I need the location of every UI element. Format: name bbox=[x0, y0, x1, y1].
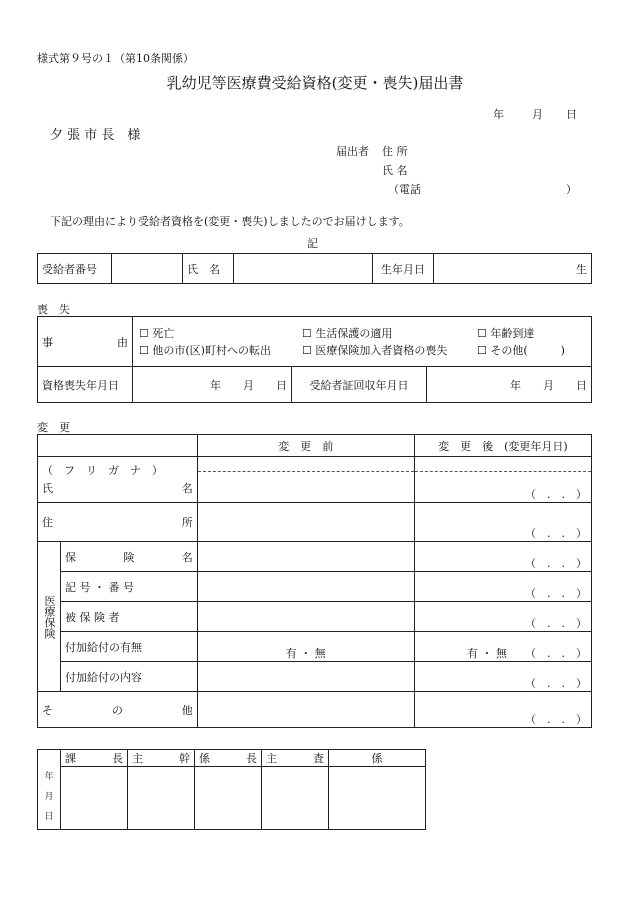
director-stamp[interactable] bbox=[128, 767, 195, 830]
ins-number-before[interactable] bbox=[197, 572, 414, 602]
change-table bbox=[37, 434, 592, 728]
name-field[interactable] bbox=[234, 254, 373, 284]
extra-content-label: 付加給付の内容 bbox=[61, 662, 198, 692]
furigana-after[interactable] bbox=[414, 457, 591, 472]
birth-suffix: 生 bbox=[576, 262, 587, 276]
loss-table bbox=[37, 316, 592, 403]
ins-name-after[interactable]: （ . . ） bbox=[414, 542, 591, 572]
other-after[interactable]: （ . . ） bbox=[414, 692, 591, 728]
chief-header: 課 長 bbox=[61, 750, 128, 767]
insured-before[interactable] bbox=[197, 602, 414, 632]
staff-stamp[interactable] bbox=[329, 767, 426, 830]
ins-name-before[interactable] bbox=[197, 542, 414, 572]
option-death[interactable]: ☐ 死亡 bbox=[139, 326, 175, 340]
extra-benefit-before[interactable]: 有 ・ 無 bbox=[197, 632, 414, 662]
director-header: 主 幹 bbox=[128, 750, 195, 767]
inspector-header: 主 査 bbox=[262, 750, 329, 767]
inspector-stamp[interactable] bbox=[262, 767, 329, 830]
ins-number-label: 記 号 ・ 番 号 bbox=[61, 572, 198, 602]
date-day: 日 bbox=[566, 108, 577, 121]
loss-section-title: 喪 失 bbox=[37, 303, 70, 316]
other-label: そ の 他 bbox=[38, 692, 198, 728]
loss-date-label: 資格喪失年月日 bbox=[38, 367, 133, 403]
address-before[interactable] bbox=[197, 503, 414, 542]
date-year: 年 bbox=[493, 108, 504, 121]
change-section-title: 変 更 bbox=[37, 421, 70, 434]
option-other[interactable]: ☐ その他( ) bbox=[477, 343, 565, 357]
name-after[interactable]: （ . . ） bbox=[414, 472, 591, 503]
other-before[interactable] bbox=[197, 692, 414, 728]
addressee: 夕 張 市 長 様 bbox=[50, 128, 141, 143]
address-label: 住 所 bbox=[38, 503, 198, 542]
applicant-phone-close: ） bbox=[566, 183, 577, 196]
extra-content-before[interactable] bbox=[197, 662, 414, 692]
approval-table bbox=[37, 749, 426, 830]
name-label: 氏 名 bbox=[183, 254, 234, 284]
medical-insurance-label: 医療保険 bbox=[38, 542, 61, 692]
reason-options bbox=[133, 317, 592, 367]
recipient-no-label: 受給者番号 bbox=[38, 254, 112, 284]
cert-return-label: 受給者証回収年月日 bbox=[292, 367, 427, 403]
option-welfare[interactable]: ☐ 生活保護の適用 bbox=[302, 326, 393, 340]
address-after[interactable]: （ . . ） bbox=[414, 503, 591, 542]
birth-field[interactable] bbox=[434, 254, 592, 284]
option-age[interactable]: ☐ 年齢到達 bbox=[477, 326, 535, 340]
section-head-header: 係 長 bbox=[195, 750, 262, 767]
cert-return-field[interactable]: 年 月 日 bbox=[427, 367, 592, 403]
reason-label: 事 由 bbox=[38, 317, 133, 367]
intro-text: 下記の理由により受給者資格を(変更・喪失)しましたのでお届けします。 bbox=[50, 215, 410, 228]
insured-label: 被 保 険 者 bbox=[61, 602, 198, 632]
date-month: 月 bbox=[532, 108, 543, 121]
option-insurance[interactable]: ☐ 医療保険加入者資格の喪失 bbox=[302, 343, 448, 357]
extra-benefit-after[interactable]: 有 ・ 無 （ . . ） bbox=[414, 632, 591, 662]
furigana-before[interactable] bbox=[197, 457, 414, 472]
loss-date-field[interactable]: 年 月 日 bbox=[133, 367, 292, 403]
option-move[interactable]: ☐ 他の市(区)町村への転出 bbox=[139, 343, 271, 357]
change-corner bbox=[38, 435, 198, 457]
name-row-label bbox=[38, 457, 198, 503]
ki-mark: 記 bbox=[307, 237, 318, 250]
after-header: 変 更 後 (変更年月日) bbox=[414, 435, 591, 457]
ins-number-after[interactable]: （ . . ） bbox=[414, 572, 591, 602]
section-head-stamp[interactable] bbox=[195, 767, 262, 830]
extra-content-after[interactable]: （ . . ） bbox=[414, 662, 591, 692]
applicant-label: 届出者 bbox=[336, 145, 369, 158]
approval-date-label: 年 月 日 bbox=[38, 750, 61, 830]
staff-header: 係 bbox=[329, 750, 426, 767]
form-title: 乳幼児等医療費受給資格(変更・喪失)届出書 bbox=[166, 74, 464, 92]
applicant-address-label: 住 所 bbox=[382, 145, 408, 158]
before-header: 変 更 前 bbox=[197, 435, 414, 457]
extra-benefit-label: 付加給付の有無 bbox=[61, 632, 198, 662]
name-before[interactable] bbox=[197, 472, 414, 503]
birth-label: 生年月日 bbox=[373, 254, 434, 284]
applicant-phone-label: （電話 bbox=[388, 183, 421, 196]
recipient-table bbox=[37, 253, 592, 284]
form-number: 様式第９号の１（第10条関係） bbox=[37, 52, 194, 65]
insured-after[interactable]: （ . . ） bbox=[414, 602, 591, 632]
applicant-name-label: 氏 名 bbox=[382, 164, 408, 177]
change-name-label: 氏 名 bbox=[42, 481, 193, 495]
furigana-label: （ フ リ ガ ナ ） bbox=[42, 463, 163, 477]
recipient-no-field[interactable] bbox=[112, 254, 183, 284]
chief-stamp[interactable] bbox=[61, 767, 128, 830]
ins-name-label: 保 険 名 bbox=[61, 542, 198, 572]
